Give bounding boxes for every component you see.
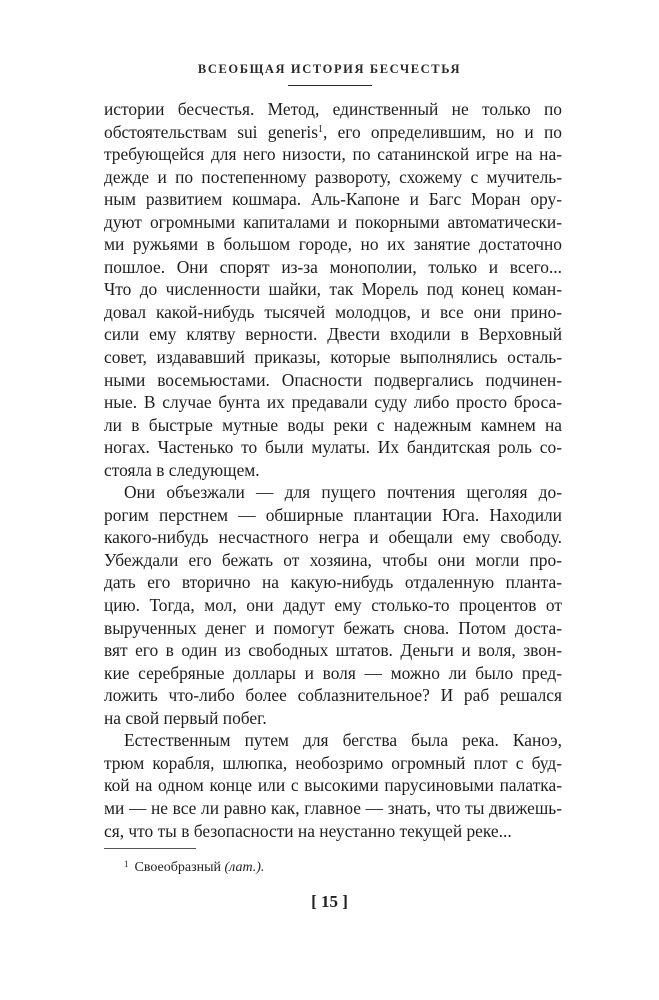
text-line: сили ему клятву верности. Двести входили в Верховный	[104, 324, 562, 345]
text-line: какого-нибудь несчастного негра и обещали ему свободу.	[104, 527, 562, 548]
text-line: пошлое. Они спорят из-за монополии, только и всего...	[104, 256, 562, 277]
text-line: Убеждали его бежать от хозяина, чтобы они могли про-	[104, 549, 562, 570]
footnote-rule	[104, 848, 196, 849]
paragraph-2	[104, 481, 562, 729]
text-line: вырученных денег и помогут бежать снова. Потом доста-	[104, 617, 562, 638]
text-line: требующейся для него низости, по сатанинской игре на на-	[104, 144, 562, 165]
text-line: кой на одном конце или с высокими парусиновыми палатка-	[104, 775, 562, 796]
text-line: ные. В случае бунта их предавали суду либо просто броса-	[104, 392, 562, 413]
text-line: на свой первый побег.	[104, 707, 267, 728]
text-line: Естественным путем для бегства была река. Каноэ,	[124, 730, 562, 751]
text-line: дуют огромными капиталами и покорными автоматически-	[104, 211, 562, 232]
text-line: ми — не все ли равно как, главное — знать, что ты движешь-	[104, 797, 562, 818]
page-number: [ 15 ]	[311, 892, 348, 911]
paragraph-1	[104, 98, 562, 481]
running-head: ВСЕОБЩАЯ ИСТОРИЯ БЕСЧЕСТЬЯ	[197, 62, 462, 76]
text-line: стояла в следующем.	[104, 459, 260, 480]
text-line: ными восемьюстами. Опасности подвергались подчинен-	[104, 369, 562, 390]
text-fragment: обстоятельствам sui generis	[104, 121, 318, 142]
text-line: дежде и по постепенному развороту, схожему с мучитель-	[104, 166, 562, 187]
text-line: довал какой-нибудь тысячей молодцов, и все они прино-	[104, 301, 562, 322]
text-line: вят его в один из свободных штатов. Деньги и воля, звон-	[104, 640, 562, 661]
header-rule	[288, 85, 372, 86]
footnote-reference[interactable]: 1	[317, 123, 323, 135]
text-line: ми ружьями в большом городе, но их занятие достаточно	[104, 234, 562, 255]
body-text	[104, 98, 562, 842]
text-line: ложить что-либо более соблазнительное? И раб решался	[104, 685, 562, 706]
footnote	[124, 860, 264, 876]
text-line: ся, что ты в безопасности на неустанно текущей реке...	[104, 820, 512, 841]
text-line: ли в быстрые мутные воды реки с надежным камнем на	[104, 414, 562, 435]
text-line	[104, 121, 562, 144]
text-line: Они объезжали — для пущего почтения щеголяя до-	[124, 482, 562, 503]
paragraph-3	[104, 729, 562, 842]
text-line: рогим перстнем — обширные плантации Юга. Находили	[104, 504, 562, 525]
text-line: дать его вторично на какую-нибудь отдаленную планта-	[104, 572, 562, 593]
footnote-marker: 1	[124, 859, 129, 869]
text-line: кие серебряные доллары и воля — можно ли было пред-	[104, 662, 562, 683]
text-line: истории бесчестья. Метод, единственный не только по	[104, 99, 562, 119]
text-line: ногах. Частенько то были мулаты. Их бандитская роль со-	[104, 437, 562, 458]
text-line: ным развитием кошмара. Аль-Капоне и Багс Моран ору-	[104, 189, 562, 210]
footnote-note: (лат.).	[224, 860, 265, 875]
text-line: совет, издававший приказы, которые выполнялись осталь-	[104, 347, 562, 368]
text-line: цию. Тогда, мол, они дадут ему столько-то процентов от	[104, 595, 562, 616]
text-line: Что до численности шайки, так Морель под конец коман-	[104, 279, 562, 300]
footnote-text: Своеобразный	[134, 860, 221, 875]
text-line: трюм корабля, шлюпка, необозримо огромный плот с буд-	[104, 752, 562, 773]
text-fragment: , его определившим, но и по	[322, 121, 562, 142]
